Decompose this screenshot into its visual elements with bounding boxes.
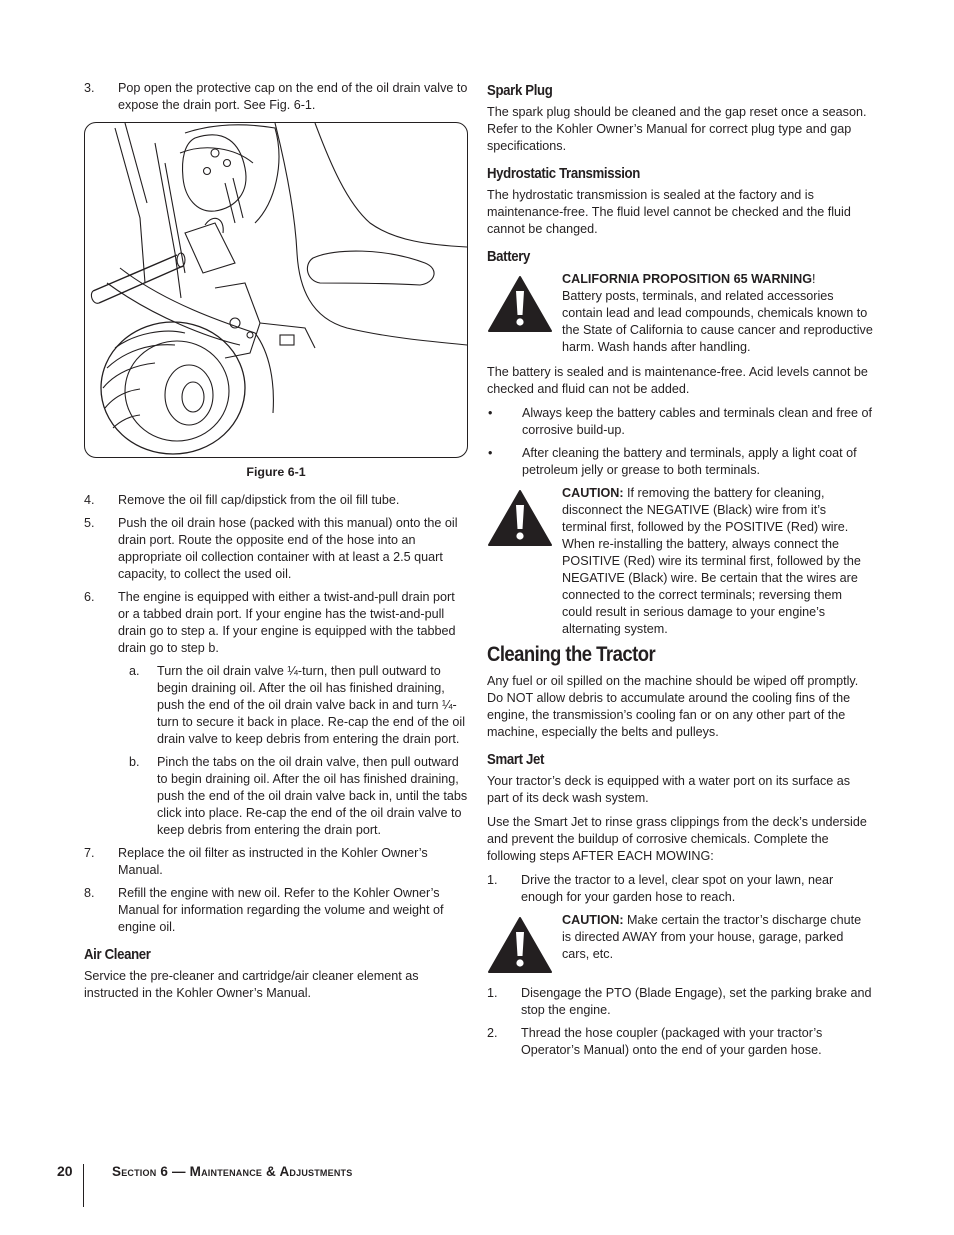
spark-plug-heading: Spark Plug	[487, 82, 553, 99]
cleaning-heading: Cleaning the Tractor	[487, 643, 656, 666]
prop65-text: Battery posts, terminals, and related accessories contain lead and lead compounds, chemicals known to the State of California to cause cancer and reproductive harm. Wash hands after handling.	[562, 289, 873, 354]
battery-text: The battery is sealed and is maintenance-free. Acid levels cannot be checked and fluid can not be added.	[487, 365, 868, 396]
battery-caution	[487, 485, 873, 638]
hydrostatic-text: The hydrostatic transmission is sealed at the factory and is maintenance-free. The fluid level cannot be checked and the fluid cannot be changed.	[487, 188, 851, 236]
prop65-title: CALIFORNIA PROPOSITION 65 WARNING	[562, 272, 813, 286]
substep-a: a. Turn the oil drain valve ¼-turn, then pull outward to begin draining oil. After the oil has finished draining, push the end of the oil drain valve back in and turn ¼-turn to secure it back in place. Re-cap the end of the oil drain valve to keep debris from entering the drain port.	[129, 664, 466, 746]
footer-divider	[83, 1164, 84, 1207]
caution-label: CAUTION:	[562, 913, 624, 927]
section-title: Section 6 — Maintenance & Adjustments	[112, 1164, 353, 1179]
smart-jet-heading: Smart Jet	[487, 751, 544, 768]
figure-caption: Figure 6-1	[246, 465, 306, 479]
step-4: 4. Remove the oil fill cap/dipstick from the oil fill tube.	[84, 493, 400, 507]
caution-text: If removing the battery for cleaning, disconnect the NEGATIVE (Black) wire from it’s terminal first, followed by the POSITIVE (Red) wire. When re-installing the battery, always connect the POSITIVE (Red) wire its terminal first, followed by the NEGATIVE (Black) wire. Be certain that the wires are connected to the correct terminals; reversing them could result in serious damage to your engine’s alternating system.	[562, 486, 861, 636]
smart-jet-step-1b: 1. Disengage the PTO (Blade Engage), set the parking brake and stop the engine.	[487, 986, 872, 1017]
cleaning-text: Any fuel or oil spilled on the machine should be wiped off promptly. Do NOT allow debris to accumulate around the cooling fins of the engine, the transmission’s cooling fan or on any other part of the machine, especially the belts and pulleys.	[487, 674, 859, 739]
battery-heading: Battery	[487, 248, 531, 265]
right-column	[487, 80, 873, 1065]
spark-plug-text: The spark plug should be cleaned and the gap reset once a season. Refer to the Kohler Owner’s Manual for correct plug type and gap specifications.	[487, 105, 867, 153]
air-cleaner-text: Service the pre-cleaner and cartridge/air cleaner element as instructed in the Kohler Owner’s Manual.	[84, 969, 419, 1000]
substep-b: b. Pinch the tabs on the oil drain valve, then pull outward to begin draining oil. After the oil has finished draining, push the end of the oil drain valve back in, until the tabs click into place. Re-cap the end of the oil drain valve to keep debris from entering the drain port.	[129, 755, 468, 837]
battery-bullet-2: • After cleaning the battery and terminals, apply a light coat of petroleum jelly or grease to both terminals.	[488, 446, 857, 477]
page-number: 20	[57, 1163, 73, 1179]
smart-jet-step-1: 1. Drive the tractor to a level, clear spot on your lawn, near enough for your garden hose to reach.	[487, 873, 834, 904]
prop65-warning: CALIFORNIA PROPOSITION 65 WARNING! Battery posts, terminals, and related accessories contain lead and lead compounds, chemicals known to the State of California to cause cancer and reproductive harm. Wash hands after handling.	[487, 271, 873, 356]
air-cleaner-heading: Air Cleaner	[84, 946, 151, 963]
step-8: 8. Refill the engine with new oil. Refer to the Kohler Owner’s Manual for information regarding the volume and weight of engine oil.	[84, 886, 444, 934]
left-column	[84, 80, 468, 1009]
caution-label: CAUTION:	[562, 486, 624, 500]
figure-6-1-illustration	[84, 122, 468, 458]
step-3: 3. Pop open the protective cap on the end of the oil drain valve to expose the drain port. See Fig. 6-1.	[84, 81, 468, 112]
caution-triangle-icon	[487, 489, 553, 547]
smart-jet-p2: Use the Smart Jet to rinse grass clippings from the deck’s underside and prevent the buildup of corrosive chemicals. Complete the following steps AFTER EACH MOWING:	[487, 815, 867, 863]
hydrostatic-heading: Hydrostatic Transmission	[487, 165, 640, 182]
smart-jet-p1: Your tractor’s deck is equipped with a water port on its surface as part of its deck wash system.	[487, 774, 851, 805]
caution-text: Make certain the tractor’s discharge chute is directed AWAY from your house, garage, parked cars, etc.	[562, 913, 862, 961]
step-6: 6. The engine is equipped with either a twist-and-pull drain port or a tabbed drain port. If your engine has the twist-and-pull drain go to step a. If your engine is equipped with the tabbed drain go to step b.	[84, 590, 456, 655]
step-7: 7. Replace the oil filter as instructed in the Kohler Owner’s Manual.	[84, 846, 428, 877]
tractor-drain-illustration	[85, 123, 467, 457]
warning-triangle-icon	[487, 275, 553, 333]
smart-jet-step-2: 2. Thread the hose coupler (packaged with your tractor’s Operator’s Manual) onto the end of your garden hose.	[487, 1026, 823, 1057]
step-5: 5. Push the oil drain hose (packed with this manual) onto the oil drain port. Route the opposite end of the hose into an appropriate oil collection container with at least a 2.5 quart capacity, to collect the used oil.	[84, 516, 458, 581]
caution-triangle-icon	[487, 916, 553, 974]
battery-bullet-1: • Always keep the battery cables and terminals clean and free of corrosive build-up.	[488, 406, 873, 437]
smart-jet-caution	[487, 912, 873, 963]
